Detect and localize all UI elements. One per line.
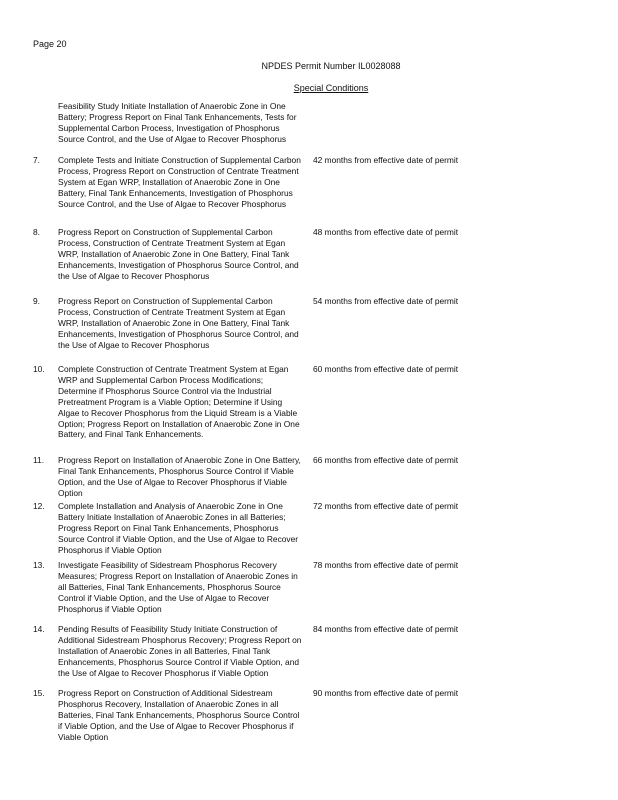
- item-description: Progress Report on Installation of Anaerobic Zone in One Battery, Final Tank Enhancements, Phosphorus Source Control if Viable Option, and the Use of Algae to Recover Phosphorus if Viable Option: [58, 455, 301, 498]
- item-deadline: 42 months from effective date of permit: [313, 155, 459, 165]
- item-description: Progress Report on Construction of Supplemental Carbon Process, Construction of Centrate Treatment System at Egan WRP, Installation of Anaerobic Zone in One Battery, Final Tank Enhancements, Investigation of Phosphorus Source Control, and the Use of Algae to Recover Phosphorus: [58, 227, 299, 281]
- item-deadline: 84 months from effective date of permit: [313, 624, 459, 634]
- item-description: Pending Results of Feasibility Study Initiate Construction of Additional Sidestream Phosphorus Recovery; Progress Report on Installation of Anaerobic Zones in all Batteries, Final Tank Enhancements, Phosphorus Source Control if Viable Option, and the Use of Algae to Recover Phosphorus if Viable Option: [58, 624, 302, 678]
- item-deadline: 48 months from effective date of permit: [313, 227, 459, 237]
- item-number: 11.: [33, 455, 45, 465]
- item-description: Progress Report on Construction of Supplemental Carbon Process, Construction of Centrate Treatment System at Egan WRP, Installation of Anaerobic Zone in One Battery, Final Tank Enhancements, Investigation of Phosphorus Source Control, and the Use of Algae to Recover Phosphorus: [58, 296, 299, 350]
- item-number: 13.: [33, 560, 45, 570]
- item-number: 9.: [33, 296, 40, 306]
- item-number: 10.: [33, 364, 45, 374]
- continuation-text: Feasibility Study Initiate Installation of Anaerobic Zone in One Battery; Progress Report on Final Tank Enhancements, Tests for Supplemental Carbon Process, Investigation of Phosphorus Source Control, and the Use of Algae to Recover Phosphorus: [58, 101, 297, 144]
- item-number: 7.: [33, 155, 40, 165]
- permit-number: NPDES Permit Number IL0028088: [261, 61, 401, 71]
- item-deadline: 72 months from effective date of permit: [313, 501, 459, 511]
- item-deadline: 78 months from effective date of permit: [313, 560, 459, 570]
- item-deadline: 54 months from effective date of permit: [313, 296, 459, 306]
- item-number: 15.: [33, 688, 45, 698]
- page-label: Page 20: [33, 39, 67, 49]
- item-number: 8.: [33, 227, 40, 237]
- item-number: 12.: [33, 501, 45, 511]
- item-deadline: 90 months from effective date of permit: [313, 688, 459, 698]
- item-deadline: 60 months from effective date of permit: [313, 364, 459, 374]
- item-description: Investigate Feasibility of Sidestream Phosphorus Recovery Measures; Progress Report on Installation of Anaerobic Zones in all Batteries, Final Tank Enhancements, Phosphorus Source Control if Viable Option, and the Use of Algae to Recover Phosphorus if Viable Option: [58, 560, 298, 614]
- section-title: Special Conditions: [293, 83, 369, 93]
- item-deadline: 66 months from effective date of permit: [313, 455, 459, 465]
- item-number: 14.: [33, 624, 45, 634]
- item-description: Complete Construction of Centrate Treatment System at Egan WRP and Supplemental Carbon Process Modifications; Determine if Phosphorus Source Control via the Industrial Pretreatment Program is a Viable Option; Determine if Using Algae to Recover Phosphorus from the Liquid Stream is a Viable Option; Progress Report on Installation of Anaerobic Zone in One Battery, and Final Tank Enhancements.: [58, 364, 300, 440]
- item-description: Complete Tests and Initiate Construction of Supplemental Carbon Process, Progress Report on Construction of Centrate Treatment System at Egan WRP, Installation of Anaerobic Zone in One Battery, Final Tank Enhancements, Investigation of Phosphorus Source Control, and the Use of Algae to Recover Phosphorus: [58, 155, 301, 209]
- item-description: Progress Report on Construction of Additional Sidestream Phosphorus Recovery, Installation of Anaerobic Zones in all Batteries, Final Tank Enhancements, Phosphorus Source Control if Viable Option, and the Use of Algae to Recover Phosphorus if Viable Option: [58, 688, 300, 742]
- item-description: Complete Installation and Analysis of Anaerobic Zone in One Battery Initiate Installation of Anaerobic Zones in all Batteries; Progress Report on Final Tank Enhancements, Phosphorus Source Control if Viable Option, and the Use of Algae to Recover Phosphorus if Viable Option: [58, 501, 299, 555]
